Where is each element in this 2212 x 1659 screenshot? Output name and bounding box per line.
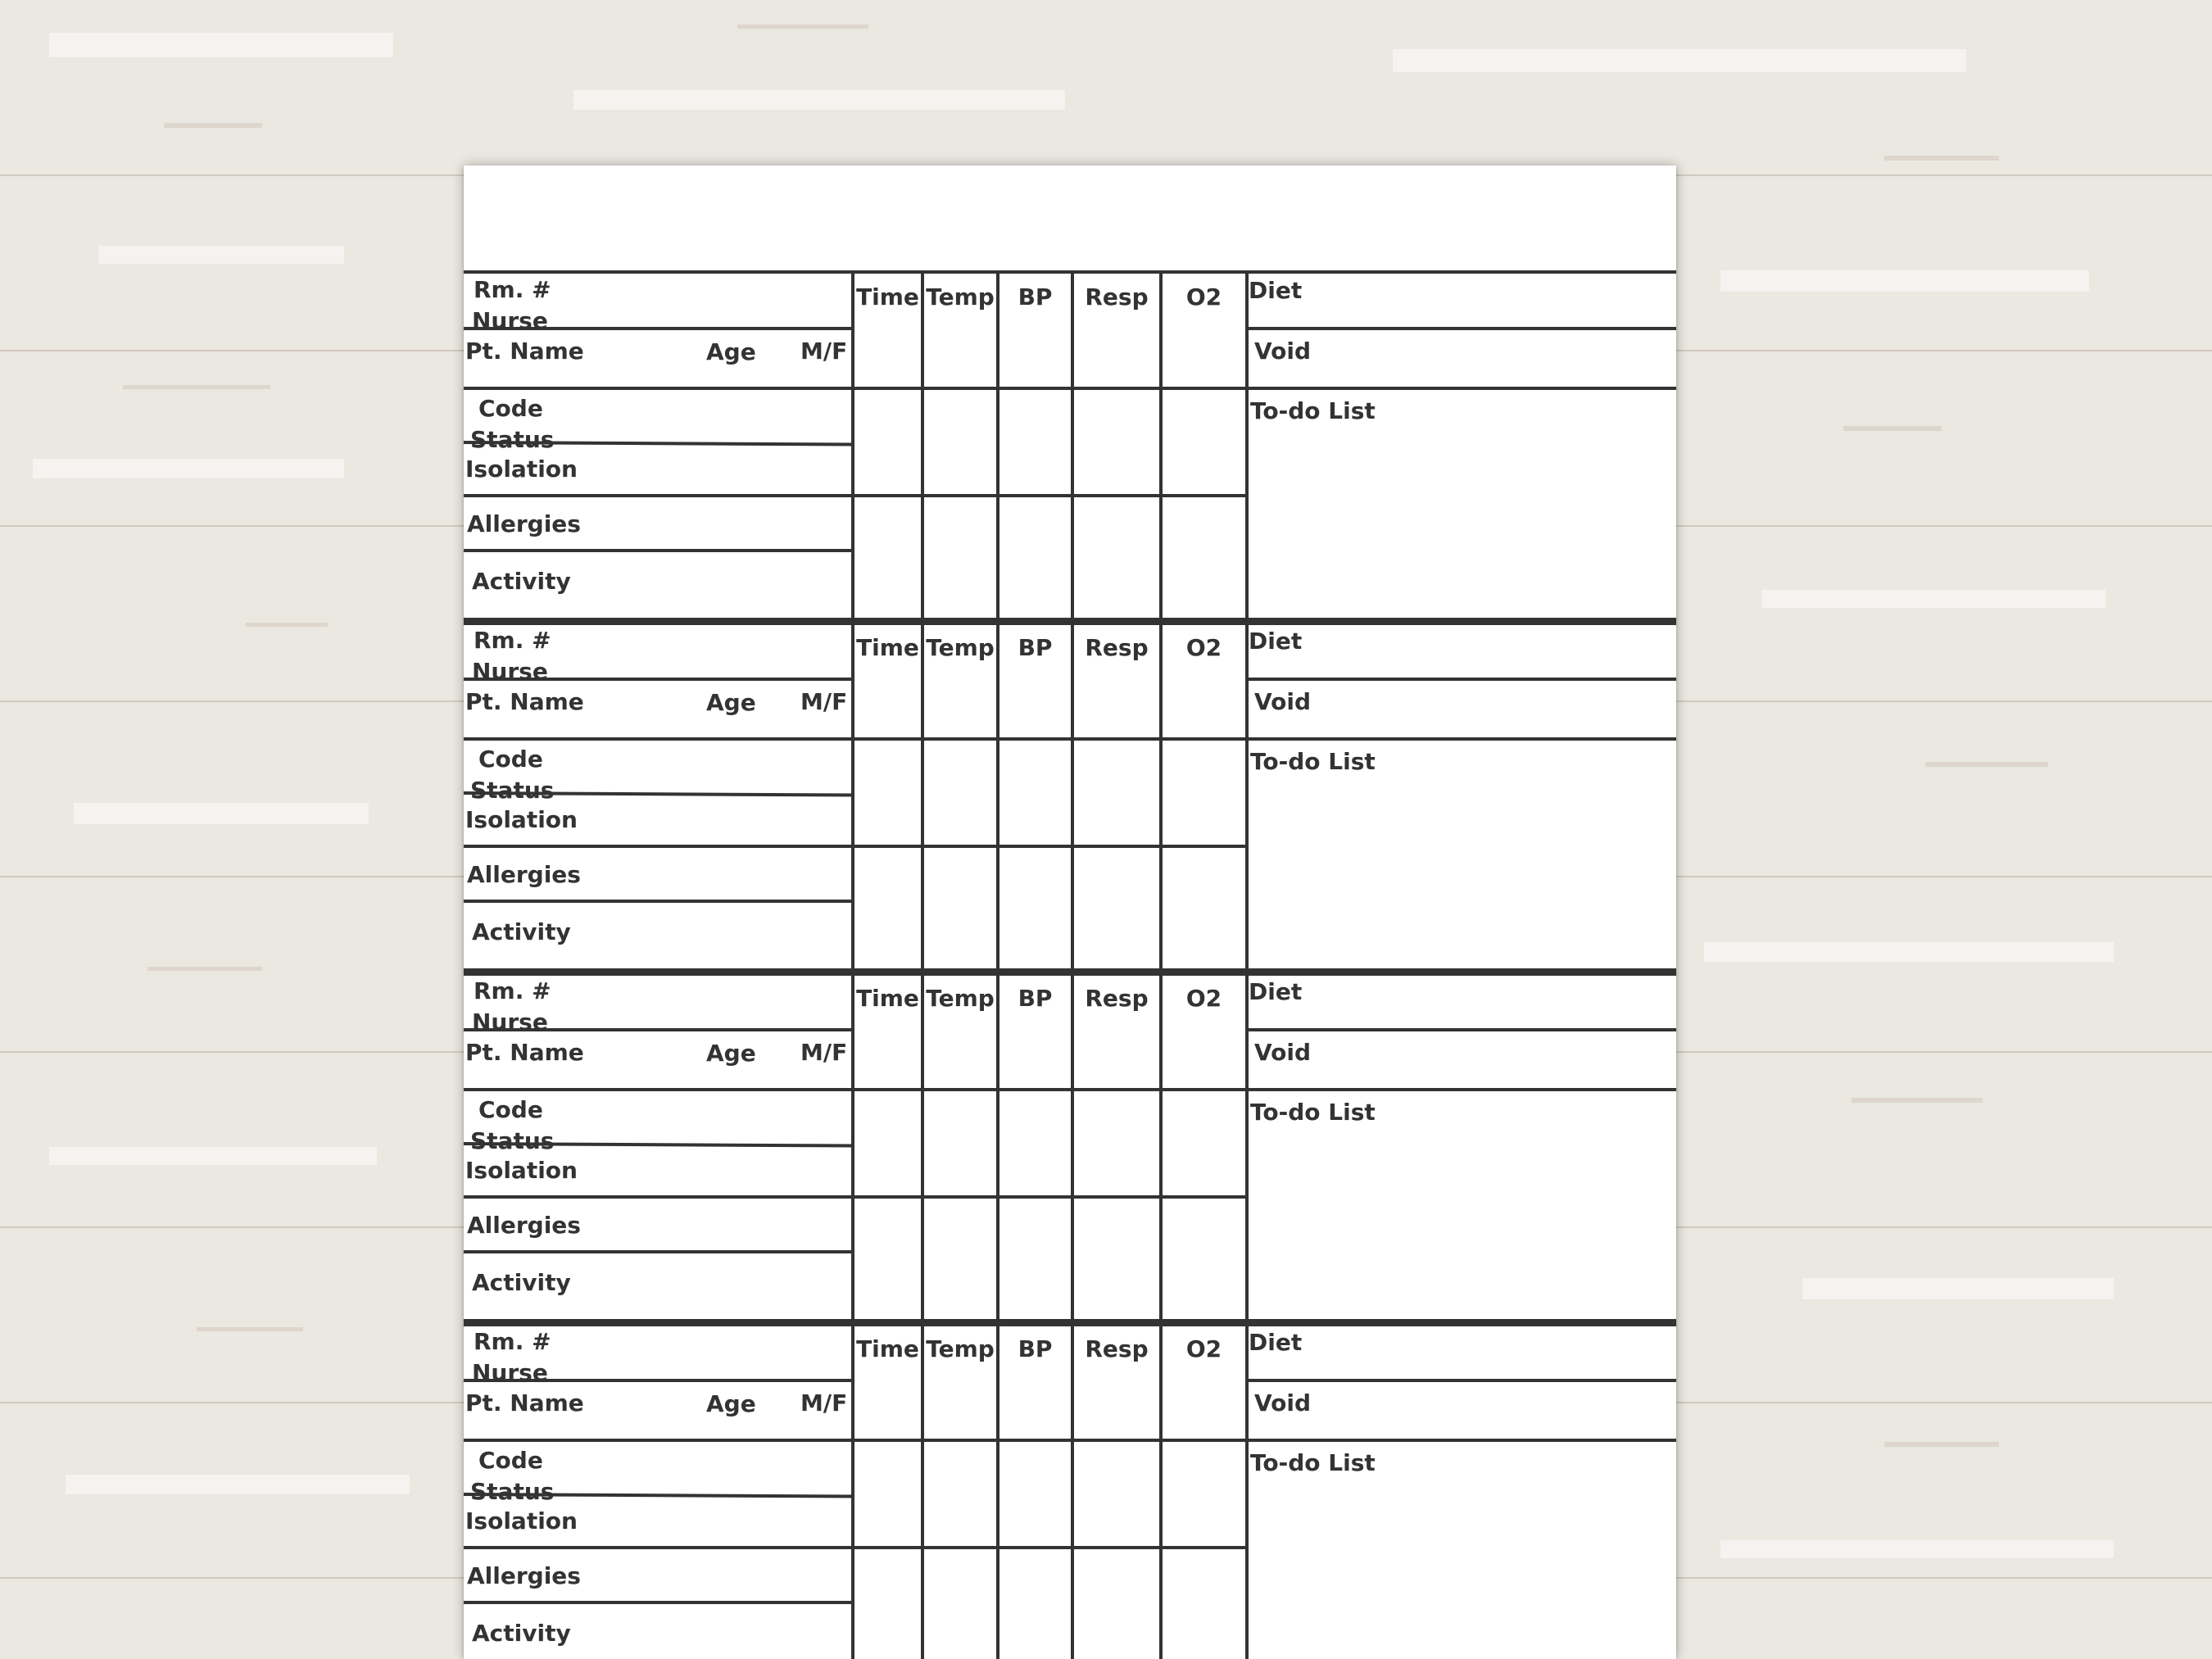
- resp-header: Resp: [1085, 985, 1149, 1012]
- o2-header: O2: [1185, 634, 1222, 661]
- todo-list-label: To-do List: [1250, 748, 1376, 775]
- grid-line: [1247, 678, 1676, 681]
- grid-line: [1247, 1379, 1676, 1382]
- todo-list-label: To-do List: [1250, 1099, 1376, 1126]
- grid-line: [464, 1250, 854, 1253]
- status-label: Status: [470, 426, 555, 453]
- todo-list-label: To-do List: [1250, 1449, 1376, 1476]
- code-label: Code: [478, 1447, 543, 1474]
- grid-line: [1247, 1028, 1676, 1031]
- status-label: Status: [470, 777, 555, 804]
- code-label: Code: [478, 1096, 543, 1123]
- allergies-label: Allergies: [467, 861, 581, 888]
- patient-block: [464, 621, 1676, 972]
- bp-header: BP: [1018, 985, 1053, 1012]
- grid-line: [464, 270, 1676, 274]
- resp-header: Resp: [1085, 634, 1149, 661]
- grid-line: [921, 972, 924, 1322]
- code-label: Code: [478, 395, 543, 422]
- grid-line: [996, 1322, 999, 1659]
- room-number-label: Rm. #: [474, 627, 551, 654]
- todo-list-label: To-do List: [1250, 397, 1376, 424]
- grid-line: [851, 270, 854, 621]
- patient-block: [464, 270, 1676, 621]
- nurse-label: Nurse: [472, 1009, 548, 1036]
- o2-header: O2: [1185, 283, 1222, 310]
- code-label: Code: [478, 746, 543, 773]
- sex-label: M/F: [800, 1389, 848, 1416]
- sex-label: M/F: [800, 338, 848, 365]
- grid-line: [464, 1546, 1247, 1549]
- grid-line: [464, 1195, 1247, 1199]
- grid-line: [1159, 972, 1163, 1322]
- block-divider: [464, 1319, 1676, 1326]
- bp-header: BP: [1018, 1335, 1053, 1362]
- age-label: Age: [706, 1040, 756, 1067]
- resp-header: Resp: [1085, 1335, 1149, 1362]
- temp-header: Temp: [926, 283, 995, 310]
- grid-line: [921, 1322, 924, 1659]
- grid-line: [464, 387, 1676, 390]
- o2-header: O2: [1185, 1335, 1222, 1362]
- void-label: Void: [1254, 338, 1312, 365]
- grid-line: [1071, 972, 1074, 1322]
- patient-name-label: Pt. Name: [465, 338, 584, 365]
- status-label: Status: [470, 1127, 555, 1154]
- isolation-label: Isolation: [465, 1157, 578, 1184]
- diet-label: Diet: [1249, 978, 1303, 1005]
- grid-line: [851, 1322, 854, 1659]
- diet-label: Diet: [1249, 1329, 1303, 1356]
- grid-line: [996, 621, 999, 972]
- age-label: Age: [706, 1390, 756, 1417]
- grid-line: [464, 900, 854, 903]
- grid-line: [1071, 1322, 1074, 1659]
- grid-line: [1247, 327, 1676, 330]
- time-header: Time: [856, 985, 919, 1012]
- time-header: Time: [856, 634, 919, 661]
- allergies-label: Allergies: [467, 510, 581, 537]
- grid-line: [464, 1439, 1676, 1442]
- grid-line: [921, 270, 924, 621]
- grid-line: [1071, 621, 1074, 972]
- allergies-label: Allergies: [467, 1212, 581, 1239]
- status-label: Status: [470, 1478, 555, 1505]
- grid-line: [1245, 621, 1249, 972]
- grid-line: [464, 549, 854, 552]
- grid-line: [921, 621, 924, 972]
- nurse-report-sheet: [464, 165, 1676, 1659]
- grid-line: [1159, 621, 1163, 972]
- grid-line: [1245, 1322, 1249, 1659]
- grid-line: [464, 737, 1676, 741]
- grid-line: [851, 972, 854, 1322]
- grid-line: [1159, 1322, 1163, 1659]
- nurse-label: Nurse: [472, 658, 548, 685]
- diet-label: Diet: [1249, 277, 1303, 304]
- void-label: Void: [1254, 1389, 1312, 1416]
- isolation-label: Isolation: [465, 456, 578, 483]
- room-number-label: Rm. #: [474, 1328, 551, 1355]
- grid-line: [1245, 972, 1249, 1322]
- temp-header: Temp: [926, 634, 995, 661]
- grid-line: [1159, 270, 1163, 621]
- block-divider: [464, 618, 1676, 625]
- block-divider: [464, 968, 1676, 976]
- void-label: Void: [1254, 1039, 1312, 1066]
- bp-header: BP: [1018, 283, 1053, 310]
- activity-label: Activity: [472, 918, 571, 945]
- time-header: Time: [856, 283, 919, 310]
- grid-line: [464, 494, 1247, 497]
- grid-line: [851, 621, 854, 972]
- allergies-label: Allergies: [467, 1562, 581, 1589]
- activity-label: Activity: [472, 568, 571, 595]
- patient-name-label: Pt. Name: [465, 1039, 584, 1066]
- void-label: Void: [1254, 688, 1312, 715]
- patient-name-label: Pt. Name: [465, 1389, 584, 1416]
- age-label: Age: [706, 689, 756, 716]
- activity-label: Activity: [472, 1269, 571, 1296]
- patient-block: [464, 972, 1676, 1322]
- activity-label: Activity: [472, 1620, 571, 1647]
- isolation-label: Isolation: [465, 806, 578, 833]
- room-number-label: Rm. #: [474, 977, 551, 1004]
- grid-line: [464, 1601, 854, 1604]
- grid-line: [464, 1088, 1676, 1091]
- nurse-label: Nurse: [472, 307, 548, 334]
- sex-label: M/F: [800, 688, 848, 715]
- sex-label: M/F: [800, 1039, 848, 1066]
- diet-label: Diet: [1249, 628, 1303, 655]
- bp-header: BP: [1018, 634, 1053, 661]
- grid-line: [996, 972, 999, 1322]
- temp-header: Temp: [926, 985, 995, 1012]
- nurse-label: Nurse: [472, 1359, 548, 1386]
- isolation-label: Isolation: [465, 1507, 578, 1534]
- o2-header: O2: [1185, 985, 1222, 1012]
- age-label: Age: [706, 338, 756, 365]
- room-number-label: Rm. #: [474, 276, 551, 303]
- grid-line: [1071, 270, 1074, 621]
- temp-header: Temp: [926, 1335, 995, 1362]
- time-header: Time: [856, 1335, 919, 1362]
- patient-block: [464, 1322, 1676, 1659]
- patient-name-label: Pt. Name: [465, 688, 584, 715]
- resp-header: Resp: [1085, 283, 1149, 310]
- grid-line: [1245, 270, 1249, 621]
- grid-line: [464, 845, 1247, 848]
- grid-line: [996, 270, 999, 621]
